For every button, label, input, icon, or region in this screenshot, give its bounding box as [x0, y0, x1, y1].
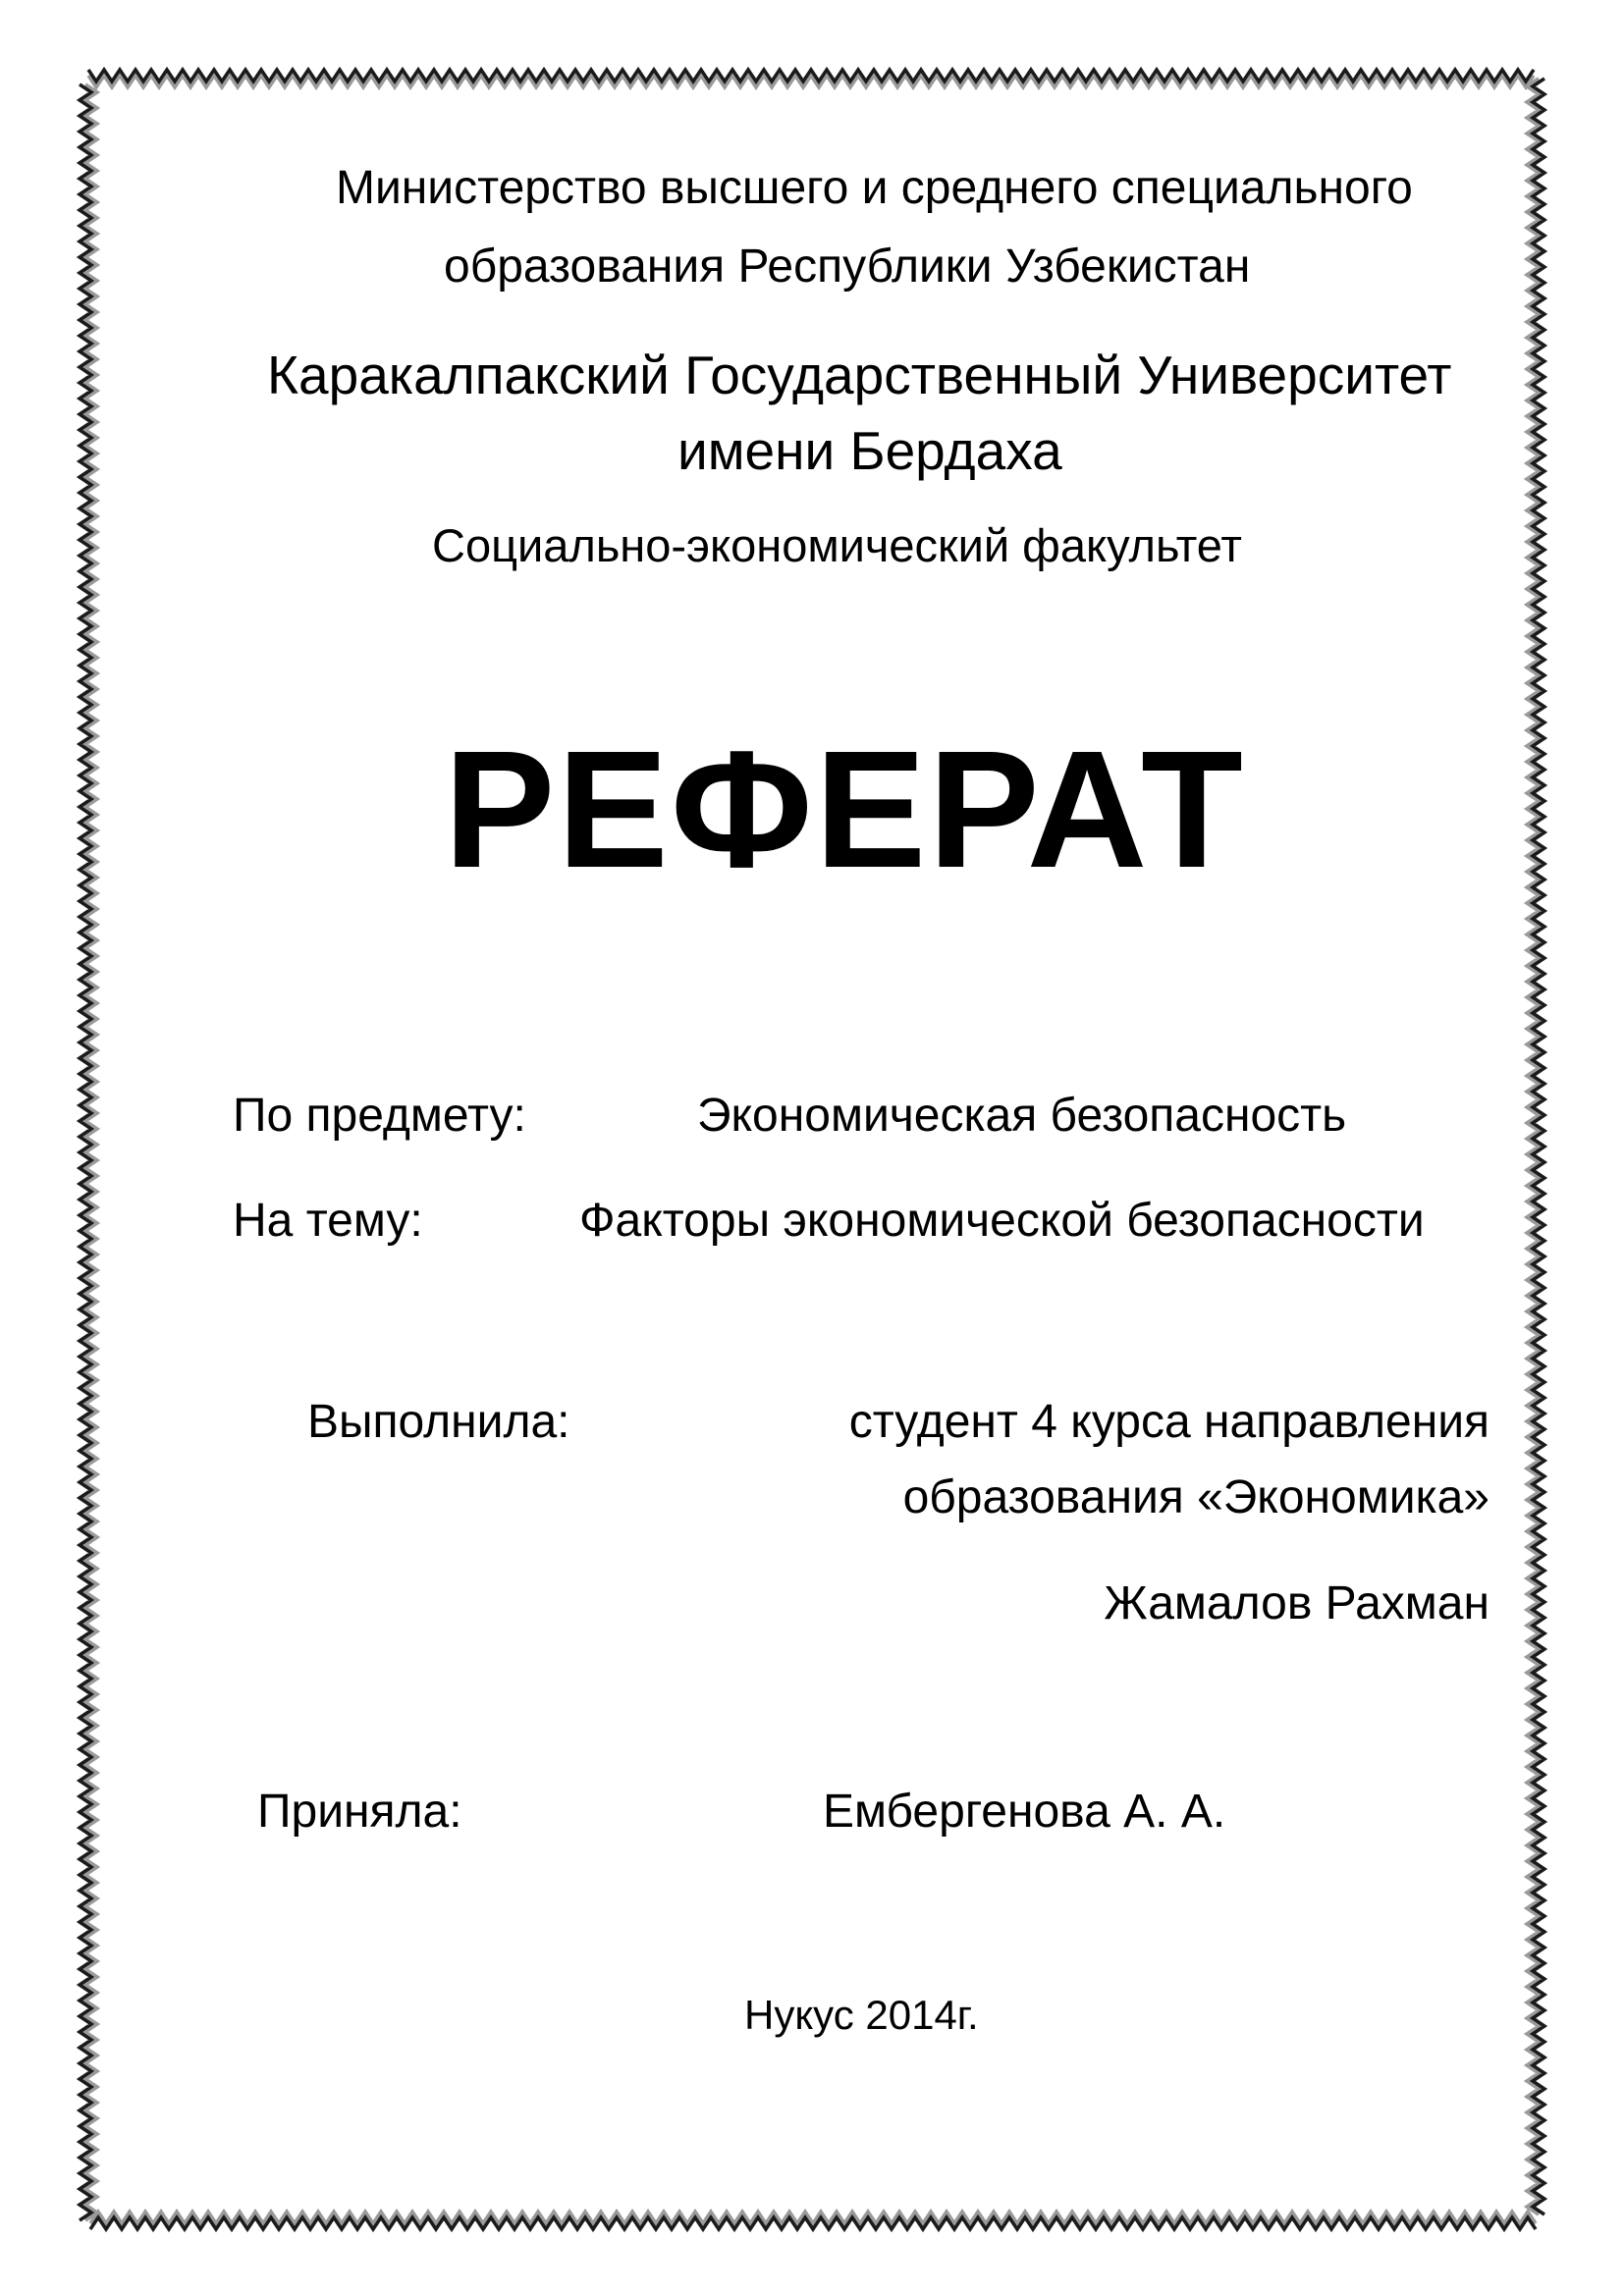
university-line-2: имени Бердаха [677, 420, 1062, 481]
faculty-name: Социально-экономический факультет [432, 519, 1242, 571]
author-info-line-2: образования «Экономика» [902, 1471, 1489, 1523]
document-title: РЕФЕРАТ [444, 717, 1245, 903]
author-label: Выполнила: [307, 1396, 570, 1448]
author-name: Жамалов Рахман [1104, 1577, 1489, 1629]
ministry-line-1: Министерство высшего и среднего специального [336, 162, 1413, 214]
subject-label: По предмету: [233, 1090, 526, 1142]
subject-value: Экономическая безопасность [697, 1090, 1347, 1142]
topic-label: На тему: [233, 1195, 423, 1247]
ministry-line-2: образования Республики Узбекистан [444, 240, 1251, 293]
author-info-line-1: студент 4 курса направления [848, 1396, 1489, 1448]
city-year: Нукус 2014г. [744, 1992, 979, 2038]
university-line-1: Каракалпакский Государственный Университет [267, 345, 1452, 405]
reviewer-name: Ембергенова А. А. [823, 1786, 1226, 1838]
reviewer-label: Приняла: [257, 1786, 462, 1838]
topic-value: Факторы экономической безопасности [579, 1195, 1425, 1247]
